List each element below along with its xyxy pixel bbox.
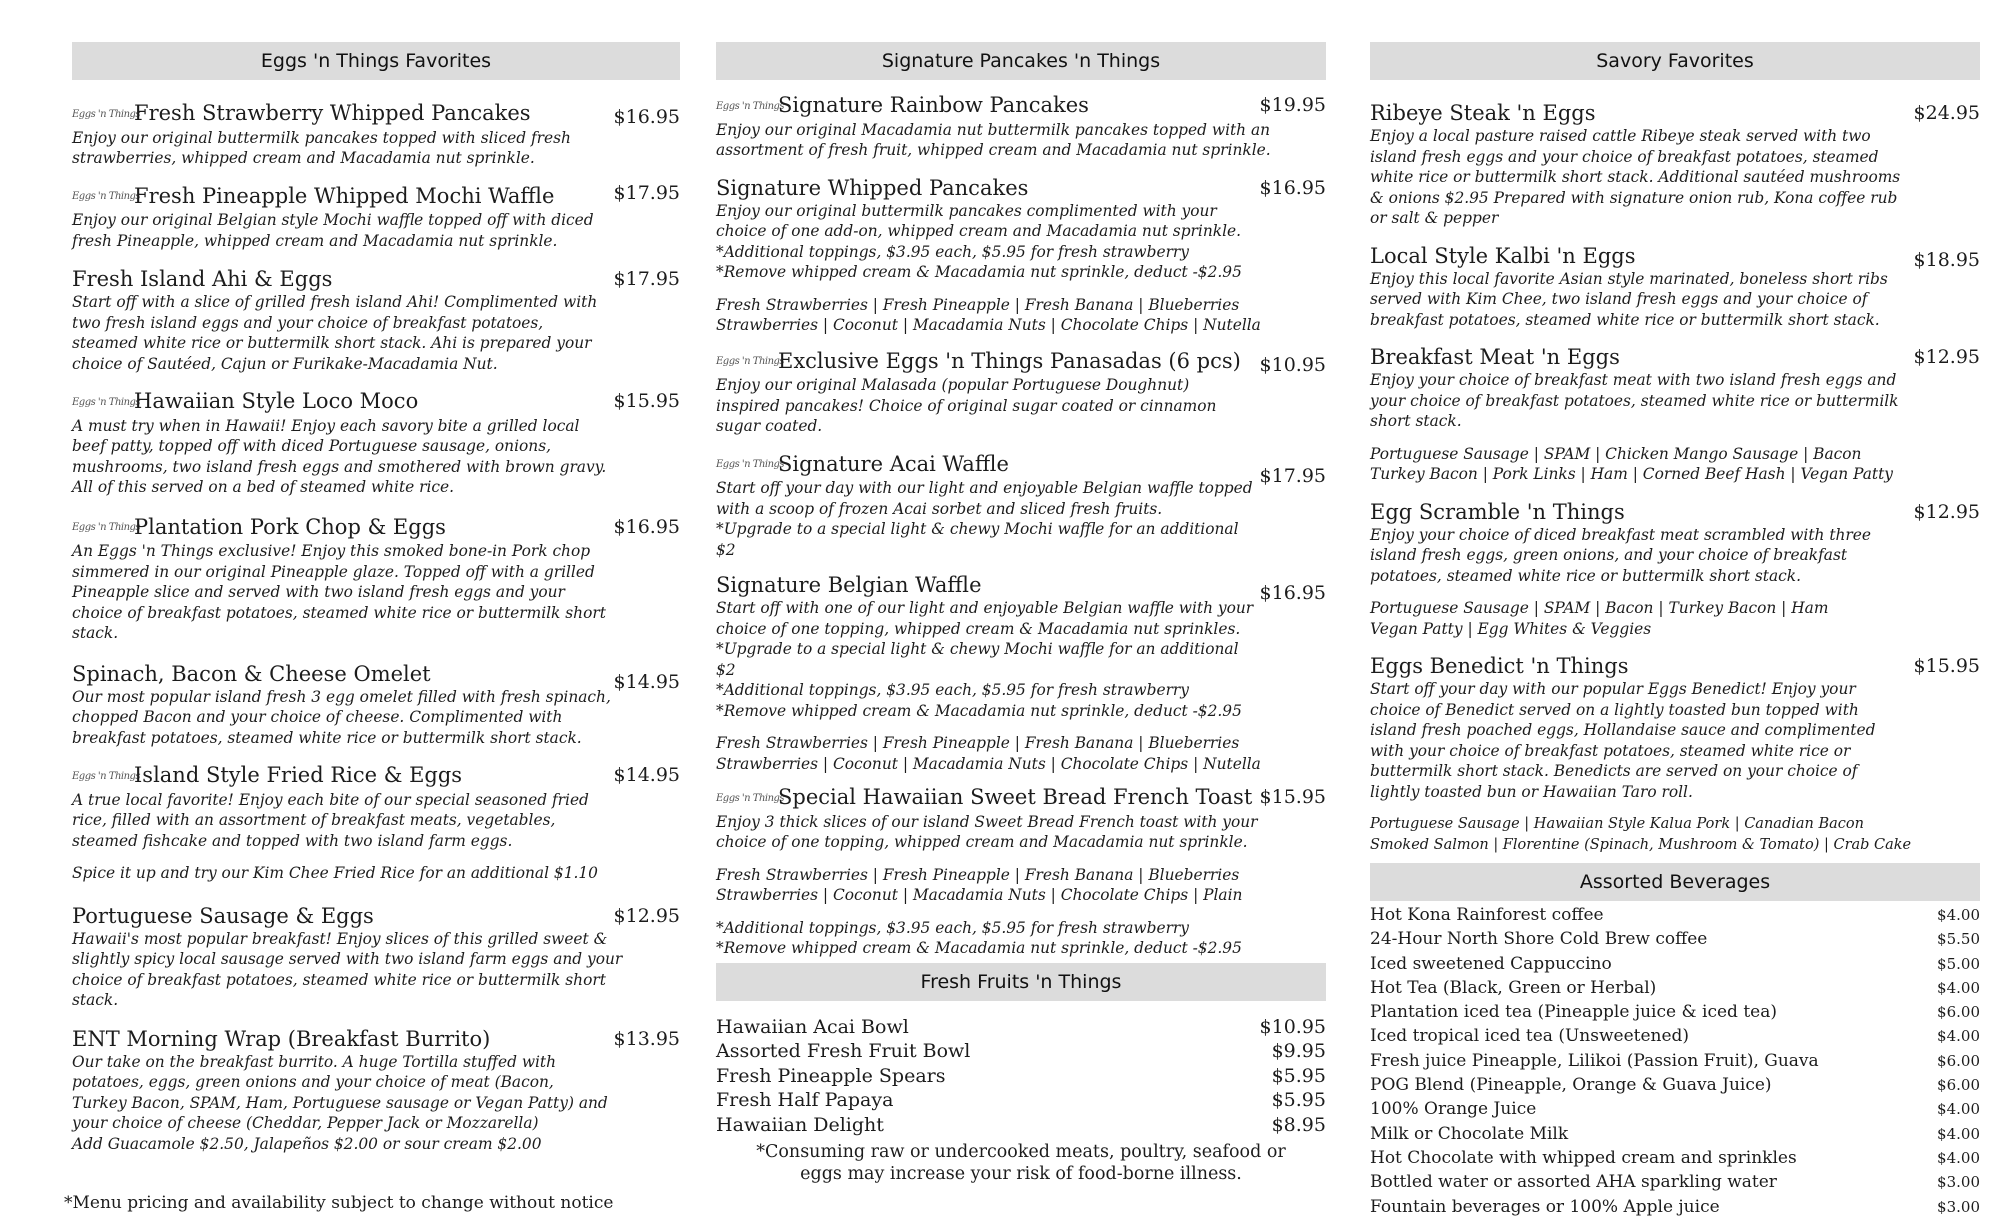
item-note: Add Guacamole $2.50, Jalapeños $2.00 or sour cream $2.00 xyxy=(72,1134,542,1153)
item-note: *Additional toppings, $3.95 each, $5.95 for fresh strawberry xyxy=(716,918,1189,937)
item-price: $13.95 xyxy=(613,1027,680,1050)
fruit-name: Fresh Half Papaya xyxy=(716,1089,894,1111)
list-item xyxy=(716,1088,1326,1113)
beverage-name: Milk or Chocolate Milk xyxy=(1370,1123,1569,1144)
item-price: $24.95 xyxy=(1913,102,1980,124)
eggs-n-things-logo-icon: Eggs 'n Things xyxy=(716,792,785,804)
menu-item xyxy=(1370,100,1980,229)
item-price: $17.95 xyxy=(613,181,680,204)
item-title: Eggs Benedict 'n Things xyxy=(1370,654,1629,678)
item-title: Exclusive Eggs 'n Things Panasadas (6 pcs) xyxy=(778,348,1241,373)
item-description: Start off with a slice of grilled fresh island Ahi! Complimented with two fresh island eggs and your choice of breakfast potatoes, steamed white rice or buttermilk short stack. Ahi is prepared your choice of Sautéed, Cajun or Furikake-Macadamia Nut. xyxy=(72,293,598,373)
item-description: A must try when in Hawaii! Enjoy each savory bite a grilled local beef patty, topped off with diced Portuguese sausage, onions, mushrooms, two island fresh eggs and smothered with brown gravy. All of this served on a bed of steamed white rice. xyxy=(72,416,607,496)
beverage-name: Hot Kona Rainforest coffee xyxy=(1370,905,1604,925)
fruit-price: $9.95 xyxy=(1271,1040,1326,1062)
item-description: Start off your day with our light and enjoyable Belgian waffle topped with a scoop of frozen Acai sorbet and sliced fresh fruits. xyxy=(716,479,1253,518)
item-price: $12.95 xyxy=(1913,346,1980,368)
menu-item xyxy=(716,348,1326,437)
beverage-name: POG Blend (Pineapple, Orange & Guava Juice) xyxy=(1370,1075,1772,1096)
menu-column-signature xyxy=(716,42,1326,1185)
menu-item xyxy=(716,451,1326,561)
item-title: Island Style Fried Rice & Eggs xyxy=(134,763,463,787)
item-description: Start off with one of our light and enjoyable Belgian waffle with your choice of one topping, whipped cream & Macadamia nut sprinkles. xyxy=(716,599,1254,638)
beverage-name: Bottled water or assorted AHA sparkling water xyxy=(1370,1172,1777,1193)
beverage-name: 100% Orange Juice xyxy=(1370,1099,1537,1120)
beverage-name: 24-Hour North Shore Cold Brew coffee xyxy=(1370,929,1708,950)
item-price: $12.95 xyxy=(1913,500,1980,523)
item-price: $18.95 xyxy=(1913,248,1980,271)
item-description: Enjoy our original Macadamia nut buttermilk pancakes topped with an assortment of fresh fruit, whipped cream and Macadamia nut sprinkle. xyxy=(716,120,1271,159)
menu-item xyxy=(72,514,680,644)
section-header: Signature Pancakes 'n Things xyxy=(716,42,1326,80)
menu-item xyxy=(72,266,680,374)
fruit-price: $5.95 xyxy=(1271,1064,1326,1087)
item-note: *Remove whipped cream & Macadamia nut sprinkle, deduct -$2.95 xyxy=(716,263,1242,281)
item-title: Signature Acai Waffle xyxy=(778,451,1009,476)
menu-item xyxy=(72,903,680,1011)
item-price: $16.95 xyxy=(613,106,680,128)
menu-item xyxy=(72,183,680,252)
beverage-name: Hot Tea (Black, Green or Herbal) xyxy=(1370,977,1657,998)
meat-options: Portuguese Sausage | SPAM | Bacon | Turkey Bacon | Ham xyxy=(1370,599,1829,617)
item-description: A true local favorite! Enjoy each bite of our special seasoned fried rice, filled with an assortment of breakfast meats, vegetables, steamed fishcake and topped with two island farm eggs. xyxy=(72,790,589,850)
beverage-name: Plantation iced tea (Pineapple juice & iced tea) xyxy=(1370,1002,1777,1023)
item-description: Enjoy your choice of diced breakfast meat scrambled with three island fresh eggs, green onions, and your choice of breakfast potatoes, steamed white rice or buttermilk short stack. xyxy=(1370,525,1871,585)
item-price: $10.95 xyxy=(1259,353,1326,376)
item-note: *Upgrade to a special light & chewy Mochi waffle for an additional $2 xyxy=(716,520,1239,559)
beverage-price: $4.00 xyxy=(1937,1124,1980,1143)
benedict-options: Smoked Salmon | Florentine (Spinach, Mushroom & Tomato) | Crab Cake xyxy=(1370,836,1912,853)
item-title: Portuguese Sausage & Eggs xyxy=(72,903,374,928)
meat-options: Portuguese Sausage | SPAM | Chicken Mango Sausage | Bacon xyxy=(1370,444,1862,463)
item-title: Plantation Pork Chop & Eggs xyxy=(134,514,446,539)
section-header: Savory Favorites xyxy=(1370,42,1980,80)
item-description: An Eggs 'n Things exclusive! Enjoy this smoked bone-in Pork chop simmered in our original Pineapple glaze. Topped off with a grilled Pineapple slice and served with two island fresh eggs and your choice of breakfast potatoes, steamed white rice or buttermilk short stack. xyxy=(72,542,606,642)
warning-line: *Consuming raw or undercooked meats, poultry, seafood or xyxy=(756,1142,1286,1162)
item-note: *Upgrade to a special light & chewy Mochi waffle for an additional $2 xyxy=(716,640,1239,679)
item-title: Spinach, Bacon & Cheese Omelet xyxy=(72,661,431,686)
section-header: Eggs 'n Things Favorites xyxy=(72,42,680,80)
item-description: Enjoy a local pasture raised cattle Ribeye steak served with two island fresh eggs and your choice of breakfast potatoes, steamed white rice or buttermilk short stack. Additional sautéed mushrooms & onions $2.95 Prepared with signature onion rub, Kona coffee rub or salt & pepper xyxy=(1370,127,1901,227)
list-item xyxy=(1370,1097,1980,1121)
menu-item xyxy=(716,784,1326,959)
menu-item xyxy=(1370,243,1980,331)
menu-column-savory xyxy=(1370,42,1980,1219)
item-note: *Additional toppings, $3.95 each, $5.95 for fresh strawberry xyxy=(716,242,1189,261)
item-title: Signature Rainbow Pancakes xyxy=(778,93,1089,117)
section-header: Assorted Beverages xyxy=(1370,863,1980,901)
item-title: Fresh Strawberry Whipped Pancakes xyxy=(134,101,531,125)
fruit-price: $8.95 xyxy=(1271,1113,1326,1136)
item-price: $17.95 xyxy=(613,268,680,290)
beverage-price: $4.00 xyxy=(1937,978,1980,997)
list-item xyxy=(716,1113,1326,1138)
eggs-n-things-logo-icon: Eggs 'n Things xyxy=(72,522,141,533)
eggs-n-things-logo-icon: Eggs 'n Things xyxy=(72,108,141,120)
menu-item xyxy=(72,762,680,884)
menu-item xyxy=(72,388,680,498)
item-title: Breakfast Meat 'n Eggs xyxy=(1370,345,1620,369)
item-description: Enjoy 3 thick slices of our island Sweet Bread French toast with your choice of one topping, whipped cream and Macadamia nut sprinkle. xyxy=(716,812,1258,851)
item-title: Hawaiian Style Loco Moco xyxy=(134,389,419,413)
item-title: Special Hawaiian Sweet Bread French Toast xyxy=(778,785,1253,809)
meat-options: Turkey Bacon | Pork Links | Ham | Corned Beef Hash | Vegan Patty xyxy=(1370,465,1893,483)
item-note: *Remove whipped cream & Macadamia nut sprinkle, deduct -$2.95 xyxy=(716,701,1242,720)
item-price: $19.95 xyxy=(1259,94,1326,116)
item-description: Enjoy this local favorite Asian style marinated, boneless short ribs served with Kim Chee, two island fresh eggs and your choice of breakfast potatoes, steamed white rice or buttermilk short stack. xyxy=(1370,269,1888,329)
list-item xyxy=(1370,903,1980,927)
item-title: Fresh Island Ahi & Eggs xyxy=(72,267,333,291)
eggs-n-things-logo-icon: Eggs 'n Things xyxy=(72,191,141,202)
list-item xyxy=(1370,952,1980,976)
list-item xyxy=(1370,1000,1980,1024)
item-description: Enjoy our original Belgian style Mochi waffle topped off with diced fresh Pineapple, whipped cream and Macadamia nut sprinkle. xyxy=(72,211,594,250)
list-item xyxy=(716,1039,1326,1064)
item-description: Our most popular island fresh 3 egg omelet filled with fresh spinach, chopped Bacon and your choice of cheese. Complimented with breakfast potatoes, steamed white rice or buttermilk short stack. xyxy=(72,687,611,747)
item-price: $16.95 xyxy=(1259,582,1326,604)
beverage-name: Hot Chocolate with whipped cream and sprinkles xyxy=(1370,1147,1797,1168)
beverage-price: $4.00 xyxy=(1937,1148,1980,1167)
menu-item xyxy=(1370,344,1980,485)
beverage-name: Fresh juice Pineapple, Lilikoi (Passion Fruit), Guava xyxy=(1370,1050,1819,1071)
fruit-price: $10.95 xyxy=(1259,1015,1326,1038)
list-item xyxy=(1370,927,1980,951)
beverage-name: Fountain beverages or 100% Apple juice xyxy=(1370,1196,1720,1217)
list-item xyxy=(1370,1170,1980,1194)
eggs-n-things-logo-icon: Eggs 'n Things xyxy=(72,770,141,782)
item-description: Enjoy your choice of breakfast meat with two island fresh eggs and your choice of breakfast potatoes, steamed white rice or buttermilk short stack. xyxy=(1370,371,1899,430)
beverage-name: Iced tropical iced tea (Unsweetened) xyxy=(1370,1026,1690,1047)
beverage-price: $4.00 xyxy=(1937,1027,1980,1046)
item-description: Enjoy our original buttermilk pancakes complimented with your choice of one add-on, whipped cream and Macadamia nut sprinkle. xyxy=(716,201,1241,240)
eggs-n-things-logo-icon: Eggs 'n Things xyxy=(716,356,785,367)
beverage-price: $6.00 xyxy=(1937,1003,1980,1022)
warning-line: eggs may increase your risk of food-borne illness. xyxy=(800,1164,1242,1184)
list-item xyxy=(1370,1122,1980,1146)
menu-item xyxy=(72,100,680,169)
beverage-price: $4.00 xyxy=(1937,906,1980,924)
item-price: $17.95 xyxy=(1259,464,1326,487)
list-item xyxy=(1370,1195,1980,1219)
menu-item xyxy=(72,1026,680,1155)
fruit-name: Assorted Fresh Fruit Bowl xyxy=(716,1040,971,1062)
eggs-n-things-logo-icon: Eggs 'n Things xyxy=(72,396,141,408)
item-description: Hawaii's most popular breakfast! Enjoy slices of this grilled sweet & slightly spicy local sausage served with two island farm eggs and your choice of breakfast potatoes, steamed white rice or buttermilk short stack. xyxy=(72,929,623,1009)
item-price: $14.95 xyxy=(613,670,680,693)
fruit-name: Hawaiian Delight xyxy=(716,1113,884,1136)
item-price: $15.95 xyxy=(1913,655,1980,677)
topping-options: Fresh Strawberries | Fresh Pineapple | Fresh Banana | Blueberries xyxy=(716,295,1240,314)
item-title: Fresh Pineapple Whipped Mochi Waffle xyxy=(134,183,555,208)
item-note: Spice it up and try our Kim Chee Fried Rice for an additional $1.10 xyxy=(72,864,598,882)
menu-item xyxy=(72,661,680,749)
list-item xyxy=(1370,1073,1980,1097)
list-item xyxy=(1370,1024,1980,1048)
menu-item xyxy=(716,92,1326,161)
item-description: Start off your day with our popular Eggs Benedict! Enjoy your choice of Benedict served on a lightly toasted bun topped with island fresh poached eggs, Hollandaise sauce and complimented with your choice of breakfast potatoes, steamed white rice or buttermilk short stack. Benedicts are served on your choice of lightly toasted bun or Hawaiian Taro roll. xyxy=(1370,680,1876,801)
item-note: *Remove whipped cream & Macadamia nut sprinkle, deduct -$2.95 xyxy=(716,939,1242,957)
list-item xyxy=(716,1015,1326,1040)
fruit-list xyxy=(716,1015,1326,1138)
list-item xyxy=(1370,976,1980,1000)
menu-column-favorites xyxy=(72,42,680,1154)
pricing-notice: *Menu pricing and availability subject to change without notice xyxy=(64,1193,614,1213)
beverage-price: $5.00 xyxy=(1937,954,1980,973)
beverage-price: $6.00 xyxy=(1937,1051,1980,1070)
beverage-price: $3.00 xyxy=(1937,1173,1980,1192)
item-title: Ribeye Steak 'n Eggs xyxy=(1370,101,1596,125)
menu-item xyxy=(716,175,1326,336)
list-item xyxy=(1370,1146,1980,1170)
beverage-price: $5.50 xyxy=(1937,930,1980,949)
beverage-price: $3.00 xyxy=(1937,1197,1980,1216)
menu-item xyxy=(1370,653,1980,855)
topping-options: Fresh Strawberries | Fresh Pineapple | Fresh Banana | Blueberries xyxy=(716,865,1240,884)
item-price: $15.95 xyxy=(613,390,680,412)
item-price: $16.95 xyxy=(1259,176,1326,199)
item-price: $14.95 xyxy=(613,764,680,786)
beverage-price: $6.00 xyxy=(1937,1076,1980,1095)
meat-options: Vegan Patty | Egg Whites & Veggies xyxy=(1370,619,1652,638)
item-title: Local Style Kalbi 'n Eggs xyxy=(1370,243,1636,268)
eggs-n-things-logo-icon: Eggs 'n Things xyxy=(716,459,785,470)
fruit-price: $5.95 xyxy=(1271,1089,1326,1111)
item-title: ENT Morning Wrap (Breakfast Burrito) xyxy=(72,1026,491,1051)
list-item xyxy=(1370,1049,1980,1073)
topping-options: Strawberries | Coconut | Macadamia Nuts | Chocolate Chips | Plain xyxy=(716,886,1243,904)
item-title: Signature Whipped Pancakes xyxy=(716,175,1029,200)
item-title: Egg Scramble 'n Things xyxy=(1370,499,1625,524)
benedict-options: Portuguese Sausage | Hawaiian Style Kalua Pork | Canadian Bacon xyxy=(1370,816,1864,832)
item-description: Our take on the breakfast burrito. A huge Tortilla stuffed with potatoes, eggs, green onions and your choice of meat (Bacon, Turkey Bacon, SPAM, Ham, Portuguese sausage or Vegan Patty) and your choice of cheese (Cheddar, Pepper Jack or Mozzarella) xyxy=(72,1052,608,1132)
item-description: Enjoy our original Malasada (popular Portuguese Doughnut) inspired pancakes! Choice of original sugar coated or cinnamon sugar coated. xyxy=(716,376,1217,435)
topping-options: Strawberries | Coconut | Macadamia Nuts | Chocolate Chips | Nutella xyxy=(716,754,1261,773)
item-price: $16.95 xyxy=(613,515,680,538)
topping-options: Strawberries | Coconut | Macadamia Nuts | Chocolate Chips | Nutella xyxy=(716,316,1261,334)
eggs-n-things-logo-icon: Eggs 'n Things xyxy=(716,100,785,112)
beverage-name: Iced sweetened Cappuccino xyxy=(1370,953,1612,974)
item-title: Signature Belgian Waffle xyxy=(716,573,982,597)
fruit-name: Fresh Pineapple Spears xyxy=(716,1064,946,1087)
beverage-price: $4.00 xyxy=(1937,1100,1980,1119)
food-safety-warning xyxy=(716,1141,1326,1185)
item-description: Enjoy our original buttermilk pancakes topped with sliced fresh strawberries, whipped cream and Macadamia nut sprinkle. xyxy=(72,128,571,167)
list-item xyxy=(716,1064,1326,1089)
menu-item xyxy=(1370,499,1980,640)
item-note: *Additional toppings, $3.95 each, $5.95 for fresh strawberry xyxy=(716,681,1189,699)
fruit-name: Hawaiian Acai Bowl xyxy=(716,1015,909,1038)
topping-options: Fresh Strawberries | Fresh Pineapple | Fresh Banana | Blueberries xyxy=(716,734,1240,752)
item-price: $15.95 xyxy=(1259,786,1326,808)
item-price: $12.95 xyxy=(613,904,680,927)
menu-item xyxy=(716,572,1326,774)
section-header: Fresh Fruits 'n Things xyxy=(716,963,1326,1001)
beverage-list xyxy=(1370,903,1980,1219)
